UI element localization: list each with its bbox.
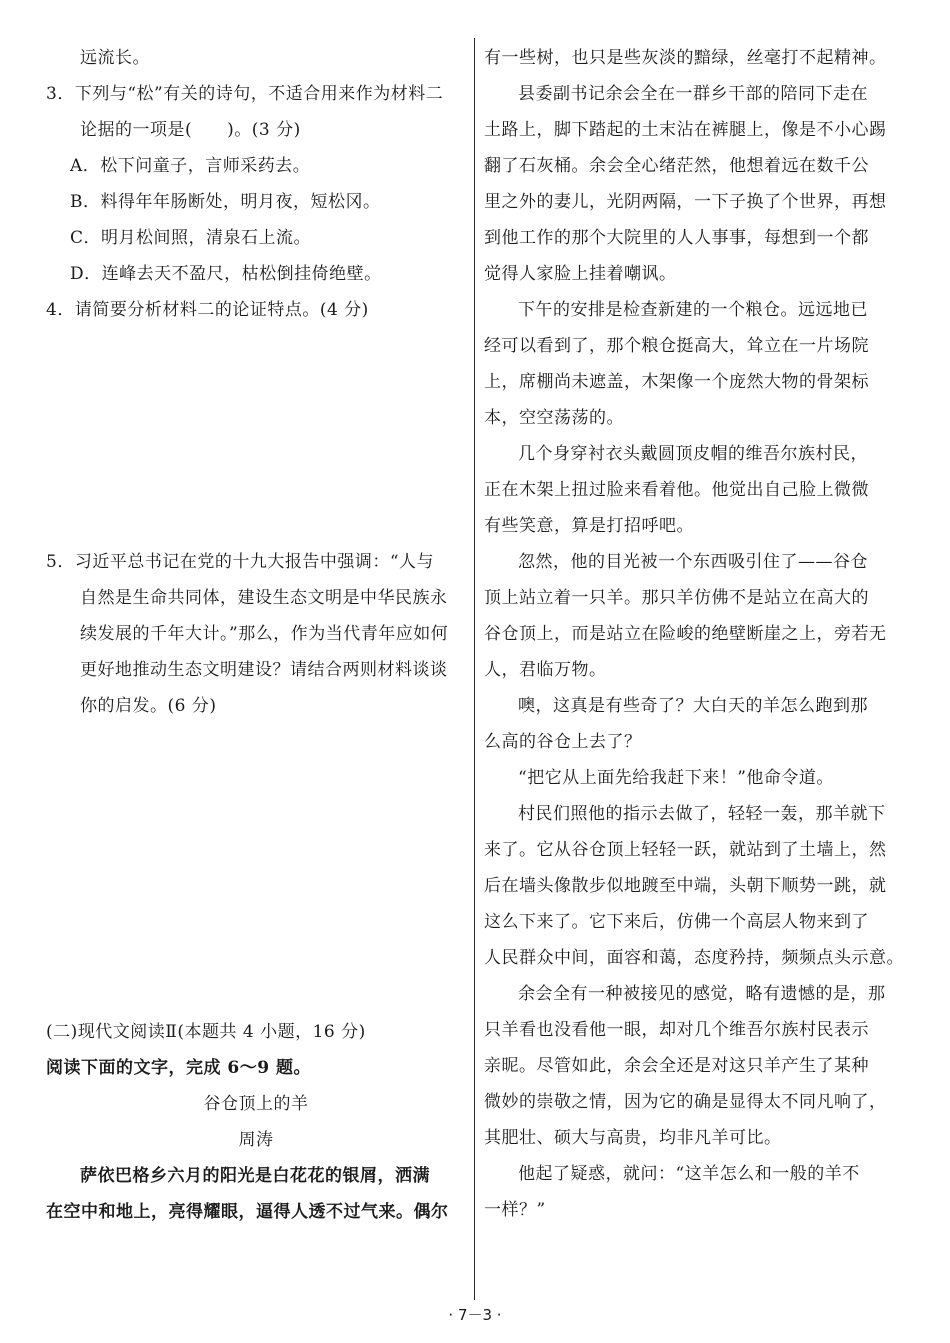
question-5 (46, 544, 466, 724)
article-line: 土路上，脚下踏起的土末沾在裤腿上，像是不小心踢 (484, 120, 887, 140)
question-3-stem-line: 论据的一项是( )。(3 分) (80, 120, 301, 140)
article-line: 经可以看到了，那个粮仓挺高大，耸立在一片场院 (484, 336, 869, 356)
article-line: 顶上站立着一只羊。那只羊仿佛不是站立在高大的 (484, 588, 869, 608)
article-line: 他起了疑惑，就问：“这羊怎么和一般的羊不 (518, 1164, 860, 1184)
article-line: 么高的谷仓上去了？ (484, 732, 642, 752)
article-line: 上，席棚尚未遮盖，木架像一个庞然大物的骨架标 (484, 372, 869, 392)
article-line: 县委副书记余会全在一群乡干部的陪同下走在 (518, 84, 868, 104)
article-line: 有一些树，也只是些灰淡的黯绿，丝毫打不起精神。 (484, 48, 887, 68)
question-5-line: 更好地推动生态文明建设？请结合两则材料谈谈 (80, 660, 448, 680)
section-2 (46, 1014, 466, 1230)
question-5-line: 你的启发。(6 分) (80, 696, 217, 716)
article-line: 只羊看也没看他一眼，却对几个维吾尔族村民表示 (484, 1020, 869, 1040)
article-line: 忽然，他的目光被一个东西吸引住了——谷仓 (518, 552, 868, 572)
article-line: 正在木架上扭过脸来看着他。他觉出自己脸上微微 (484, 480, 869, 500)
answer-space-q5 (46, 724, 466, 1014)
article-line: 几个身穿衬衣头戴圆顶皮帽的维吾尔族村民， (518, 444, 868, 464)
question-3 (46, 76, 466, 292)
article-line: “把它从上面先给我赶下来！”他命令道。 (518, 768, 834, 788)
option-a: A．松下问童子，言师采药去。 (70, 156, 311, 176)
article-line: 亲昵。尽管如此，余会全还是对这只羊产生了某种 (484, 1056, 869, 1076)
article-line: 来了。它从谷仓顶上轻轻一跃，就站到了土墙上，然 (484, 840, 887, 860)
article-paragraph-line: 萨依巴格乡六月的阳光是白花花的银屑，洒满 (80, 1166, 430, 1186)
article-line: 余会全有一种被接见的感觉，略有遗憾的是，那 (518, 984, 886, 1004)
article-line: 到他工作的那个大院里的人人事事，每想到一个都 (484, 228, 869, 248)
article-line: 翻了石灰桶。余会全心绪茫然，他想着远在数千公 (484, 156, 869, 176)
article-paragraph-line: 在空中和地上，亮得耀眼，逼得人透不过气来。偶尔 (46, 1202, 449, 1222)
answer-space-q4 (46, 328, 466, 544)
article-line: 里之外的妻儿，光阴两隔，一下子换了个世界，再想 (484, 192, 887, 212)
right-column (484, 40, 908, 1228)
option-d: D．连峰去天不盈尺，枯松倒挂倚绝壁。 (70, 264, 382, 284)
article-line: 下午的安排是检查新建的一个粮仓。远远地已 (518, 300, 868, 320)
question-5-line: 续发展的千年大计。”那么，作为当代青年应如何 (80, 624, 449, 644)
article-line: 谷仓顶上，而是站立在险峻的绝壁断崖之上，旁若无 (484, 624, 887, 644)
article-body (484, 40, 908, 1228)
section-heading: (二)现代文阅读Ⅱ(本题共 4 小题，16 分) (46, 1022, 366, 1042)
article-line: 觉得人家脸上挂着嘲讽。 (484, 264, 677, 284)
article-line: 人民群众中间，面容和蔼，态度矜持，频频点头示意。 (484, 948, 904, 968)
option-b: B．料得年年肠断处，明月夜，短松冈。 (70, 192, 381, 212)
article-line: 其肥壮、硕大与高贵，均非凡羊可比。 (484, 1128, 782, 1148)
question-3-stem-line: 3．下列与“松”有关的诗句，不适合用来作为材料二 (46, 84, 444, 104)
article-line: 微妙的崇敬之情，因为它的确是显得太不同凡响了， (484, 1092, 887, 1112)
article-line: 有些笑意，算是打招呼吧。 (484, 516, 694, 536)
left-column (46, 40, 466, 1230)
article-line: 人，君临万物。 (484, 660, 607, 680)
article-line: 本，空空荡荡的。 (484, 408, 624, 428)
question-5-line: 自然是生命共同体，建设生态文明是中华民族永 (80, 588, 448, 608)
question-4: 4．请简要分析材料二的论证特点。(4 分) (46, 300, 369, 320)
article-line: 这么下来了。它下来后，仿佛一个高层人物来到了 (484, 912, 869, 932)
article-title: 谷仓顶上的羊 (203, 1094, 309, 1114)
option-c: C．明月松间照，清泉石上流。 (70, 228, 312, 248)
question-5-line: 5．习近平总书记在党的十九大报告中强调：“人与 (46, 552, 435, 572)
article-author: 周涛 (238, 1130, 274, 1150)
section-instruction: 阅读下面的文字，完成 6～9 题。 (46, 1058, 311, 1078)
article-line: 村民们照他的指示去做了，轻轻一轰，那羊就下 (518, 804, 886, 824)
intro-tail: 远流长。 (80, 48, 150, 68)
article-line: 后在墙头像散步似地踱至中端，头朝下顺势一跳，就 (484, 876, 887, 896)
column-divider (474, 38, 475, 1300)
article-line: 噢，这真是有些奇了？大白天的羊怎么跑到那 (518, 696, 868, 716)
page-number: · 7－3 · (448, 1306, 502, 1324)
article-line: 一样？” (484, 1200, 546, 1220)
